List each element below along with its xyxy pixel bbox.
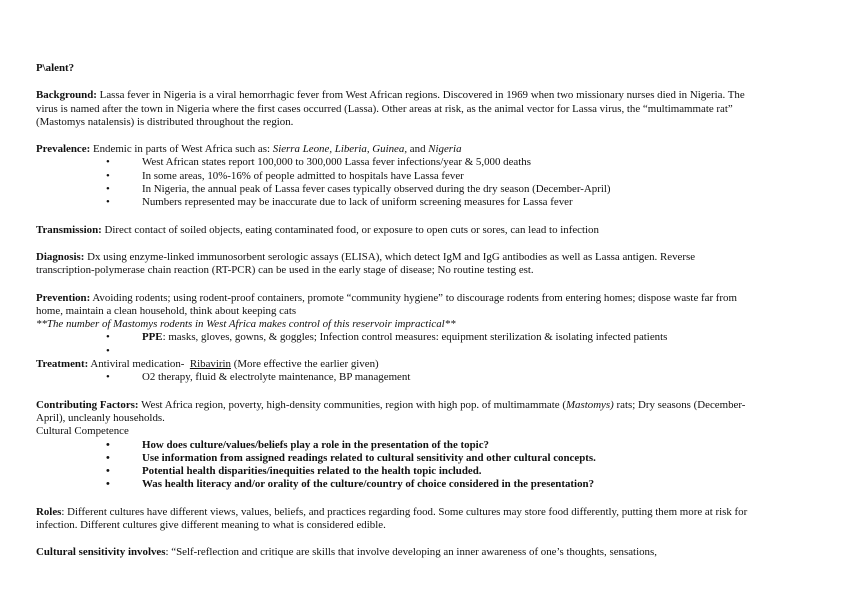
transmission-label: Transmission: bbox=[36, 223, 102, 236]
roles-label: Roles bbox=[36, 505, 62, 518]
bullet-text: Potential health disparities/inequities related to the health topic included. bbox=[142, 465, 482, 478]
cultural-sensitivity-label: Cultural sensitivity involves bbox=[36, 546, 166, 559]
list-item bbox=[36, 345, 756, 358]
list-item bbox=[36, 439, 756, 452]
treatment-after: (More effective the earlier given) bbox=[230, 358, 379, 371]
transmission-section bbox=[36, 224, 756, 237]
list-item bbox=[36, 371, 756, 384]
prevalence-label: Prevalence: bbox=[36, 143, 91, 156]
bullet-text: Numbers represented may be inaccurate due to lack of uniform screening measures for Lassa fever bbox=[142, 196, 573, 209]
prevalence-countries: Sierra Leone, Liberia, Guinea, bbox=[272, 143, 408, 156]
document-page bbox=[36, 62, 756, 560]
treatment-text: Antiviral medication- bbox=[88, 358, 190, 371]
cultural-competence-heading: Cultural Competence bbox=[36, 425, 129, 438]
background-text: Lassa fever in Nigeria is a viral hemorrhagic fever from West African regions. Discovered in 1969 when two missionary nurses died in Nigeria. The virus is named after the town in Nigeria where the first cases occurred (Lassa). Other areas at risk, as the animal vector for Lassa virus, the “multimammate rat” (Mastomys natalensis) is distributed throughout the region. bbox=[36, 89, 745, 128]
contributing-italic: Mastomys) bbox=[565, 398, 614, 411]
list-item bbox=[36, 156, 756, 169]
transmission-text: Direct contact of soiled objects, eating contaminated food, or exposure to open cuts or sores, can lead to infection bbox=[101, 223, 599, 236]
list-item bbox=[36, 170, 756, 183]
prevalence-text: Endemic in parts of West Africa such as: bbox=[90, 143, 273, 156]
roles-text: : Different cultures have different views, values, beliefs, and practices regarding food. Some cultures may store food differently, putting them more at risk for infection. Different cultures give different meaning to what is considered edible. bbox=[36, 505, 748, 532]
prevalence-section bbox=[36, 143, 756, 209]
bullet-icon: • bbox=[106, 196, 110, 209]
cultural-sensitivity-section bbox=[36, 546, 756, 559]
bullet-text: How does culture/values/beliefs play a role in the presentation of the topic? bbox=[142, 438, 489, 451]
prevalence-last-country: Nigeria bbox=[428, 143, 462, 156]
ppe-text: : masks, gloves, gowns, & goggles; Infection control measures: equipment sterilization & isolating infected patients bbox=[162, 331, 668, 344]
list-item bbox=[36, 478, 756, 491]
background-label: Background: bbox=[36, 89, 97, 102]
bullet-icon: • bbox=[106, 183, 110, 196]
treatment-section bbox=[36, 358, 756, 385]
ribavirin-link[interactable]: Ribavirin bbox=[189, 358, 231, 371]
bullet-text: In Nigeria, the annual peak of Lassa fever cases typically observed during the dry season (December-April) bbox=[142, 183, 611, 196]
contributing-section bbox=[36, 399, 756, 492]
diagnosis-section bbox=[36, 251, 756, 278]
list-item bbox=[36, 331, 756, 344]
prevention-section bbox=[36, 292, 756, 358]
bullet-text: In some areas, 10%-16% of people admitted to hospitals have Lassa fever bbox=[142, 169, 464, 182]
diagnosis-label: Diagnosis: bbox=[36, 250, 85, 263]
diagnosis-text: Dx using enzyme-linked immunosorbent serologic assays (ELISA), which detect IgM and IgG antibodies as well as Lassa antigen. Reverse transcription-polymerase chain reaction (RT-PCR) can be used in the early stage of disease; No routine testing est. bbox=[36, 250, 696, 277]
bullet-icon: • bbox=[106, 371, 110, 384]
list-item bbox=[36, 196, 756, 209]
bullet-text: O2 therapy, fluid & electrolyte maintenance, BP management bbox=[142, 371, 411, 384]
list-item bbox=[36, 452, 756, 465]
list-item bbox=[36, 465, 756, 478]
document-title: P\alent? bbox=[36, 62, 75, 74]
ppe-label: PPE bbox=[142, 331, 163, 344]
bullet-text: Use information from assigned readings related to cultural sensitivity and other cultural concepts. bbox=[142, 451, 596, 464]
cultural-sensitivity-text: : “Self-reflection and critique are skills that involve developing an inner awareness of one’s thoughts, sensations, bbox=[165, 546, 657, 559]
bullet-icon: • bbox=[106, 451, 110, 464]
bullet-text: Was health literacy and/or orality of the culture/country of choice considered in the presentation? bbox=[142, 478, 595, 491]
bullet-icon: • bbox=[106, 478, 110, 491]
prevention-text: Avoiding rodents; using rodent-proof containers, promote “community hygiene” to discourage rodents from entering homes; dispose waste far from home, maintain a clean household, think about keeping cats bbox=[36, 291, 737, 317]
cultural-competence-bullets bbox=[36, 439, 756, 492]
prevention-note: **The number of Mastomys rodents in West Africa makes control of this reservoir impractical** bbox=[36, 318, 456, 331]
prevalence-and: and bbox=[407, 143, 429, 156]
bullet-icon: • bbox=[106, 331, 110, 344]
contributing-text: West Africa region, poverty, high-density communities, region with high pop. of multimammate ( bbox=[138, 398, 566, 411]
list-item bbox=[36, 183, 756, 196]
treatment-label: Treatment: bbox=[36, 358, 89, 371]
bullet-text: West African states report 100,000 to 300,000 Lassa fever infections/year & 5,000 deaths bbox=[142, 156, 531, 169]
bullet-icon: • bbox=[106, 344, 110, 357]
bullet-icon: • bbox=[106, 156, 110, 169]
prevalence-bullets bbox=[36, 156, 756, 209]
background-section bbox=[36, 89, 756, 129]
prevention-bullets bbox=[36, 331, 756, 358]
contributing-after: rats; Dry seasons (December-April), uncleanly households. bbox=[36, 398, 746, 424]
bullet-icon: • bbox=[106, 465, 110, 478]
contributing-label: Contributing Factors: bbox=[36, 398, 139, 411]
roles-section bbox=[36, 506, 756, 533]
bullet-icon: • bbox=[106, 438, 110, 451]
treatment-bullets bbox=[36, 371, 756, 384]
prevention-label: Prevention: bbox=[36, 291, 91, 304]
bullet-icon: • bbox=[106, 169, 110, 182]
